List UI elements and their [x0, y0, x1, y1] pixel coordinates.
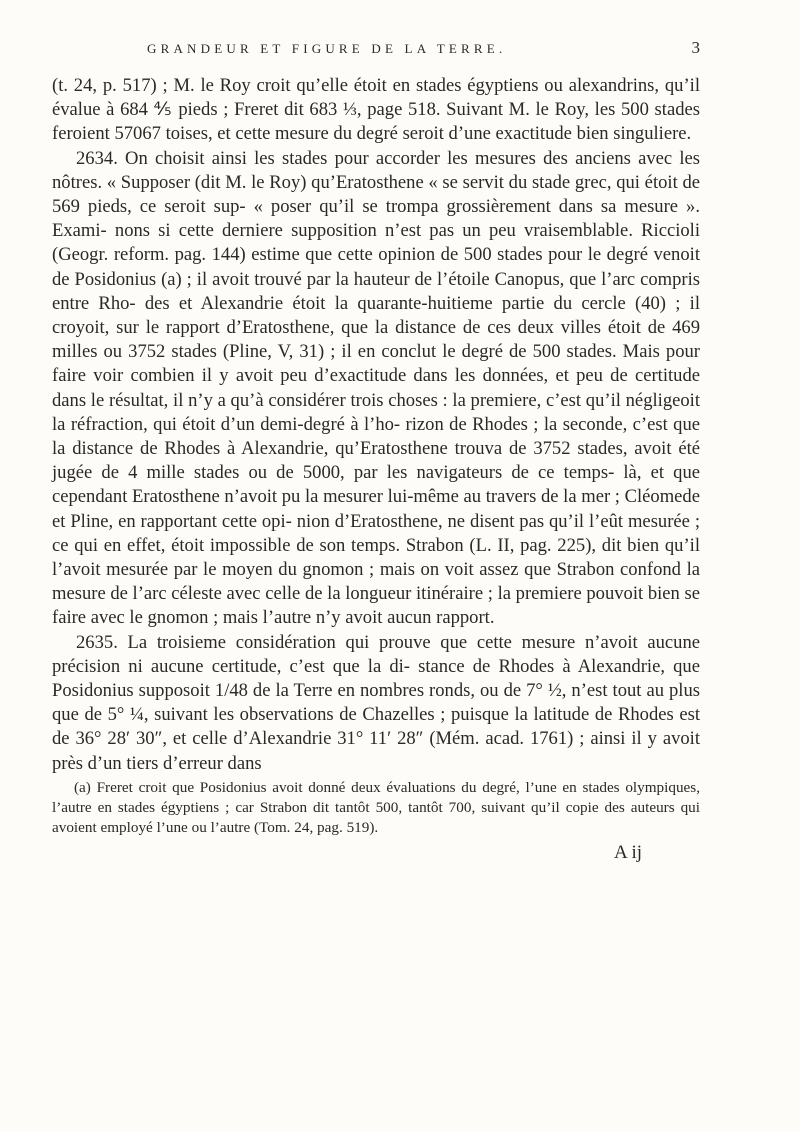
footnote: (a) Freret croit que Posidonius avoit donné deux évaluations du degré, l’une en stades olympiques, l’autre en stades égyptiens ; car Strabon dit tantôt 500, tantôt 700, suivant qu’il copie des auteurs qui avoient employé l’une ou l’autre (Tom. 24, pag. 519). [52, 778, 700, 836]
running-head [52, 38, 700, 74]
paragraph-2635: 2635. La troisieme considération qui prouve que cette mesure n’avoit aucune précision ni aucune certitude, c’est que la di- stance de Rhodes à Alexandrie, que Posidonius supposoit 1/48 de la Terre en nombres ronds, ou de 7° ½, n’est tout au plus que de 5° ¼, suivant les observations de Chazelles ; puisque la latitude de Rhodes est de 36° 28′ 30″, et celle d’Alexandrie 31° 11′ 28″ (Mém. acad. 1761) ; ainsi il y avoit près d’un tiers d’erreur dans [52, 631, 700, 774]
body-text [52, 74, 700, 776]
paragraph-2634: 2634. On choisit ainsi les stades pour accorder les mesures des anciens avec les nôtres. « Supposer (dit M. le Roy) qu’Eratosthene « se servit du stade grec, qui étoit de 569 pieds, ce seroit sup- « poser qu’il se trompa grossièrement dans sa mesure ». Exami- nons si cette derniere supposition n’est pas un peu vraisemblable. Riccioli (Geogr. reform. pag. 144) estime que cette opinion de 500 stades pour le degré venoit de Posidonius (a) ; il avoit trouvé par la hauteur de l’étoile Canopus, que l’arc compris entre Rho- des et Alexandrie étoit la quarante-huitieme partie du cercle (40) ; il croyoit, sur le rapport d’Eratosthene, que la distance de ces deux villes étoit de 469 milles ou 3752 stades (Pline, V, 31) ; il en conclut le degré de 500 stades. Mais pour faire voir combien il y avoit peu d’exactitude dans les données, et peu de certitude dans le résultat, il n’y a qu’à considérer trois choses : la premiere, c’est qu’il négligeoit la réfraction, qui étoit d’un demi-degré à l’ho- rizon de Rhodes ; la seconde, c’est que la distance de Rhodes à Alexandrie, qu’Eratosthene trouva de 3752 stades, avoit été jugée de 4 mille stades ou de 5000, par les navigateurs de ce temps- là, et que cependant Eratosthene n’avoit pu la mesurer lui-même au travers de la mer ; Cléomede et Pline, en rapportant cette opi- nion d’Eratosthene, ne disent pas qu’il l’eût mesurée ; ce qui en effet, étoit impossible de son temps. Strabon (L. II, pag. 225), dit bien qu’il l’avoit mesurée par le moyen du gnomon ; mais on voit assez que Strabon confond la mesure de l’arc céleste avec celle de la longueur itinéraire ; la premiere pouvoit bien se faire avec le gnomon ; mais l’autre n’y avoit aucun rapport. [52, 147, 700, 629]
signature-mark: A ij [614, 841, 642, 863]
running-title: GRANDEUR ET FIGURE DE LA TERRE. [147, 41, 507, 56]
page [52, 38, 700, 864]
paragraph-continuation: (t. 24, p. 517) ; M. le Roy croit qu’elle étoit en stades égyptiens ou alexandrins, qu’il évalue à 684 ⅘ pieds ; Freret dit 683 ⅓, page 518. Suivant M. le Roy, les 500 stades feroient 57067 toises, et cette mesure du degré seroit d’une exactitude bien singuliere. [52, 75, 700, 145]
page-number: 3 [691, 38, 700, 57]
